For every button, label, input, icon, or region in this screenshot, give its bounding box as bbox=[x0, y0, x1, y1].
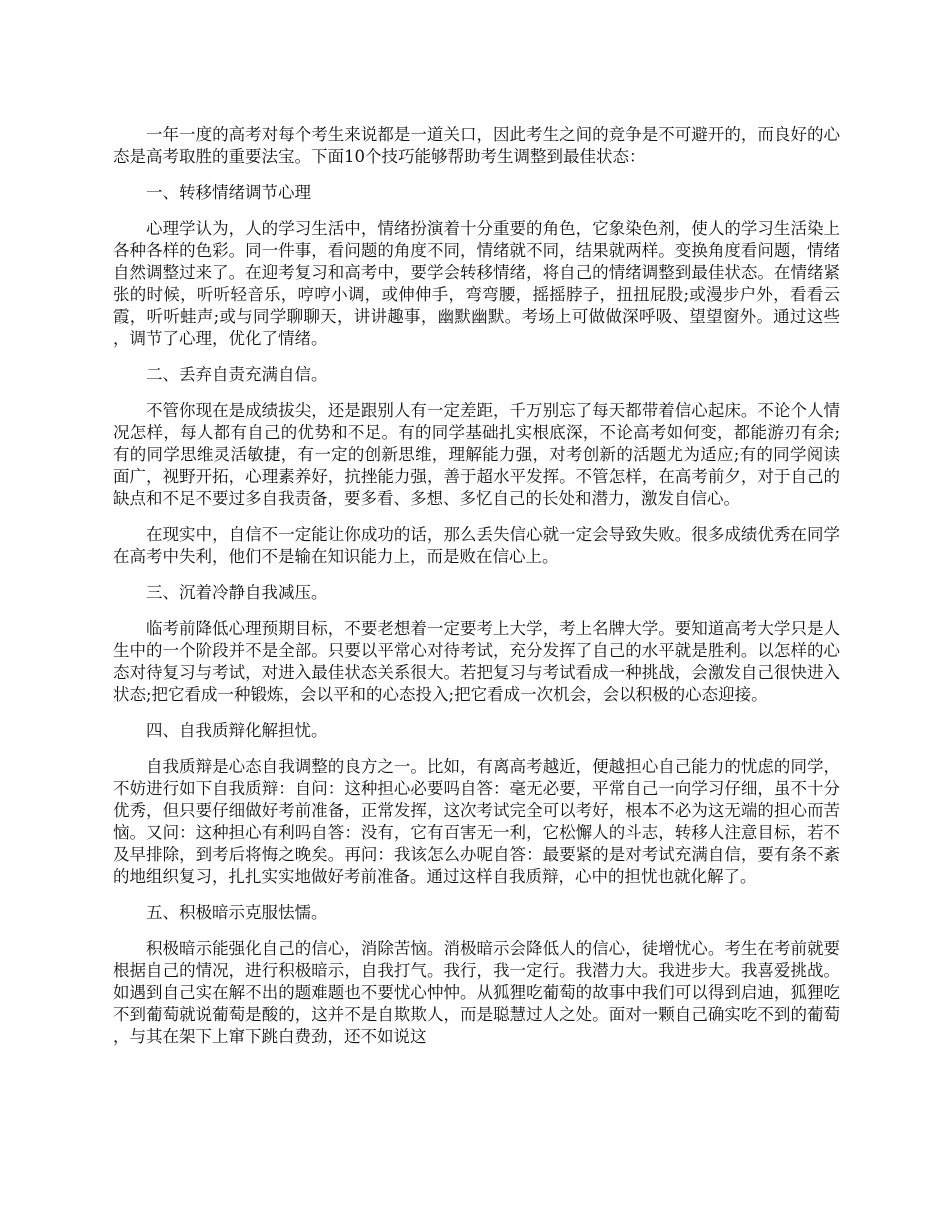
section-5-paragraph: 积极暗示能强化自己的信心，消除苦恼。消极暗示会降低人的信心，徒增忧心。考生在考前就要根据自己的情况，进行积极暗示，自我打气。我行，我一定行。我潜力大。我进步大。我喜爱挑战。如遇到自己实在解不出的题难题也不要忧心忡忡。从狐狸吃葡萄的故事中我们可以得到启迪，狐狸吃不到葡萄就说葡萄是酸的，这并不是自欺欺人，而是聪慧过人之处。面对一颗自己确实吃不到的葡萄，与其在架下上窜下跳白费劲，还不如说这 bbox=[113, 939, 840, 1046]
section-3-paragraph: 临考前降低心理预期目标，不要老想着一定要考上大学，考上名牌大学。要知道高考大学只是人生中的一个阶段并不是全部。只要以平常心对待考试，充分发挥了自己的水平就是胜利。以怎样的心态对待复习与考试，对进入最佳状态关系很大。若把复习与考试看成一种挑战，会激发自己很快进入状态;把它看成一种锻炼，会以平和的心态投入;把它看成一次机会，会以积极的心态迎接。 bbox=[113, 619, 840, 704]
document-page bbox=[113, 124, 840, 1062]
section-heading-1: 一、转移情绪调节心理 bbox=[146, 183, 311, 202]
section-1-paragraph: 心理学认为，人的学习生活中，情绪扮演着十分重要的角色，它象染色剂，使人的学习生活染上各种各样的色彩。同一件事，看问题的角度不同，情绪就不同，结果就两样。变换角度看问题，情绪自然调整过来了。在迎考复习和高考中，要学会转移情绪，将自己的情绪调整到最佳状态。在情绪紧张的时候，听听轻音乐，哼哼小调，或伸伸手，弯弯腰，摇摇脖子，扭扭屁股;或漫步户外，看看云霞，听听蛙声;或与同学聊聊天，讲讲趣事，幽默幽默。考场上可做做深呼吸、望望窗外。通过这些，调节了心理，优化了情绪。 bbox=[113, 219, 840, 348]
section-2-paragraph-1: 不管你现在是成绩拔尖，还是跟别人有一定差距，千万别忘了每天都带着信心起床。不论个人情况怎样，每人都有自己的优势和不足。有的同学基础扎实根底深，不论高考如何变，都能游刃有余;有的同学思维灵活敏捷，有一定的创新思维，理解能力强，对考创新的活题尤为适应;有的同学阅读面广，视野开拓，心理素养好，抗挫能力强，善于超水平发挥。不管怎样，在高考前夕，对于自己的缺点和不足不要过多自我责备，要多看、多想、多忆自己的长处和潜力，激发自信心。 bbox=[113, 401, 840, 508]
intro-paragraph: 一年一度的高考对每个考生来说都是一道关口，因此考生之间的竞争是不可避开的，而良好的心态是高考取胜的重要法宝。下面10个技巧能够帮助考生调整到最佳状态： bbox=[113, 125, 840, 166]
section-heading-2: 二、丢弃自责充满自信。 bbox=[146, 365, 328, 384]
section-2-paragraph-2: 在现实中，自信不一定能让你成功的话，那么丢失信心就一定会导致失败。很多成绩优秀在同学在高考中失利，他们不是输在知识能力上，而是败在信心上。 bbox=[113, 525, 840, 566]
section-heading-5: 五、积极暗示克服怯懦。 bbox=[146, 903, 328, 922]
section-heading-4: 四、自我质辩化解担忧。 bbox=[146, 721, 328, 740]
section-4-paragraph: 自我质辩是心态自我调整的良方之一。比如，有离高考越近，便越担心自己能力的忧虑的同学，不妨进行如下自我质辩：自问：这种担心必要吗自答：毫无必要，平常自己一向学习仔细，虽不十分优秀，但只要仔细做好考前准备，正常发挥，这次考试完全可以考好，根本不必为这无端的担心而苦恼。又问：这种担心有利吗自答：没有，它有百害无一利，它松懈人的斗志，转移人注意目标，若不及早排除，到考后将悔之晚矣。再问：我该怎么办呢自答：最要紧的是对考试充满自信，要有条不紊的地组织复习，扎扎实实地做好考前准备。通过这样自我质辩，心中的担忧也就化解了。 bbox=[113, 757, 840, 886]
section-heading-3: 三、沉着冷静自我减压。 bbox=[146, 583, 328, 602]
